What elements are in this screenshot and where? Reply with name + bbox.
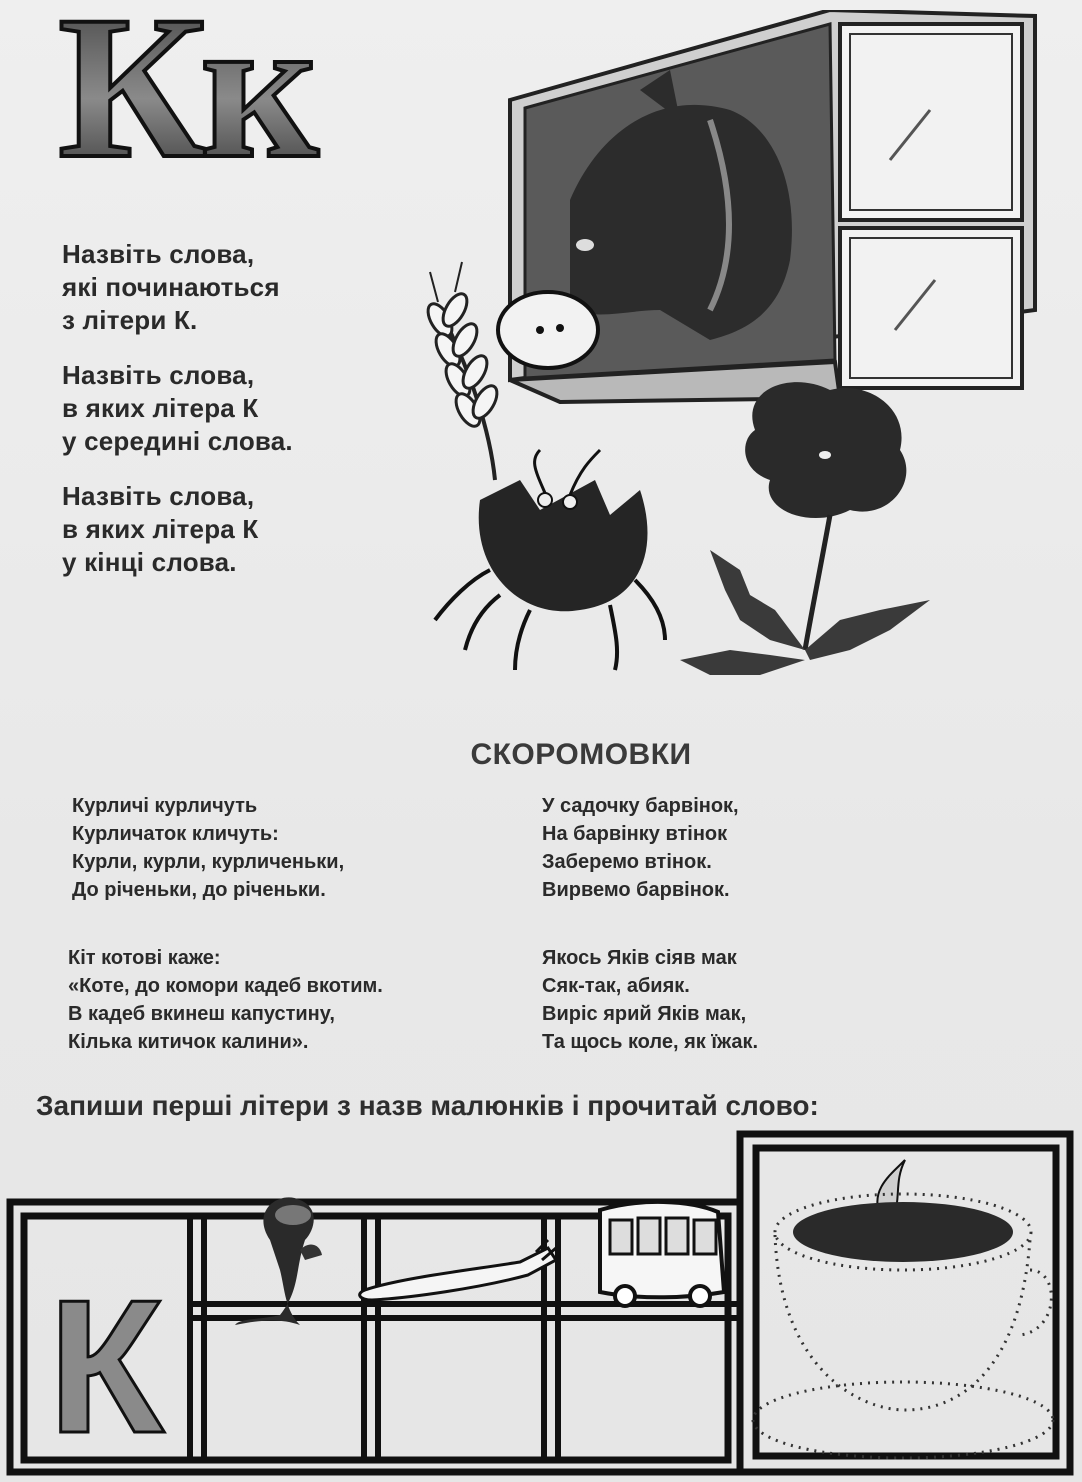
- tongue-twister-2: [542, 792, 739, 904]
- cup-picture-frame: [740, 1134, 1070, 1472]
- poem-line: Кіт котові каже:: [68, 947, 221, 969]
- poem-line: Сяк-так, абияк.: [542, 975, 690, 997]
- poem-line: В кадеб вкинеш капустину,: [68, 1003, 335, 1025]
- poem-line: На барвінку втінок: [542, 823, 728, 845]
- task-instruction: Запиши перші літери з назв малюнків і прочитай слово:: [36, 1090, 819, 1121]
- questions-list: [62, 238, 402, 601]
- poem-line: Якось Яків сіяв мак: [542, 947, 737, 969]
- poem-line: Кілька китичок калини».: [68, 1031, 309, 1053]
- poem-line: Заберемо втінок.: [542, 851, 712, 873]
- poem-line: Та щось коле, як їжак.: [542, 1031, 759, 1053]
- question-line: у кінці слова.: [62, 547, 237, 577]
- bus-icon: [600, 1202, 724, 1306]
- tongue-twister-3: [68, 944, 383, 1056]
- question-3: [62, 480, 402, 579]
- tongue-twisters-title: СКОРОМОВКИ: [470, 738, 692, 771]
- question-line: Назвіть слова,: [62, 360, 255, 390]
- poem-line: Курли, курли, курличеньки,: [72, 851, 345, 873]
- question-line: у середині слова.: [62, 426, 293, 456]
- poem-line: Курличі курличуть: [72, 795, 258, 817]
- question-line: Назвіть слова,: [62, 239, 255, 269]
- question-line: які починаються: [62, 272, 280, 302]
- first-letter-cell: [48, 1261, 165, 1473]
- first-letter-k: К: [48, 1261, 164, 1473]
- poem-line: Вирвемо барвінок.: [542, 879, 730, 901]
- tongue-twister-4: [542, 944, 758, 1056]
- big-letters-text: Кк: [58, 6, 313, 176]
- fork-icon: [360, 1240, 556, 1300]
- question-2: [62, 359, 402, 458]
- question-line: з літери К.: [62, 305, 198, 335]
- crab-icon: [435, 450, 665, 670]
- hero-illustration: [410, 10, 1050, 700]
- question-line: в яких літера К: [62, 393, 259, 423]
- question-line: Назвіть слова,: [62, 481, 255, 511]
- word-puzzle-grid: [0, 1120, 1082, 1482]
- question-1: [62, 238, 402, 337]
- letter-k-heading: [58, 6, 438, 176]
- teacup-icon: [753, 1160, 1053, 1458]
- poem-line: «Коте, до комори кадеб вкотим.: [68, 975, 383, 997]
- poppy-flower-icon: [680, 382, 930, 675]
- poem-line: У садочку барвінок,: [542, 795, 739, 817]
- poem-line: До річеньки, до річеньки.: [72, 879, 326, 901]
- wheat-ear-icon: [423, 262, 502, 480]
- poem-line: Виріс ярий Яків мак,: [542, 1003, 747, 1025]
- poem-line: Курличаток кличуть:: [72, 823, 279, 845]
- tongue-twister-1: [72, 792, 344, 904]
- question-line: в яких літера К: [62, 514, 259, 544]
